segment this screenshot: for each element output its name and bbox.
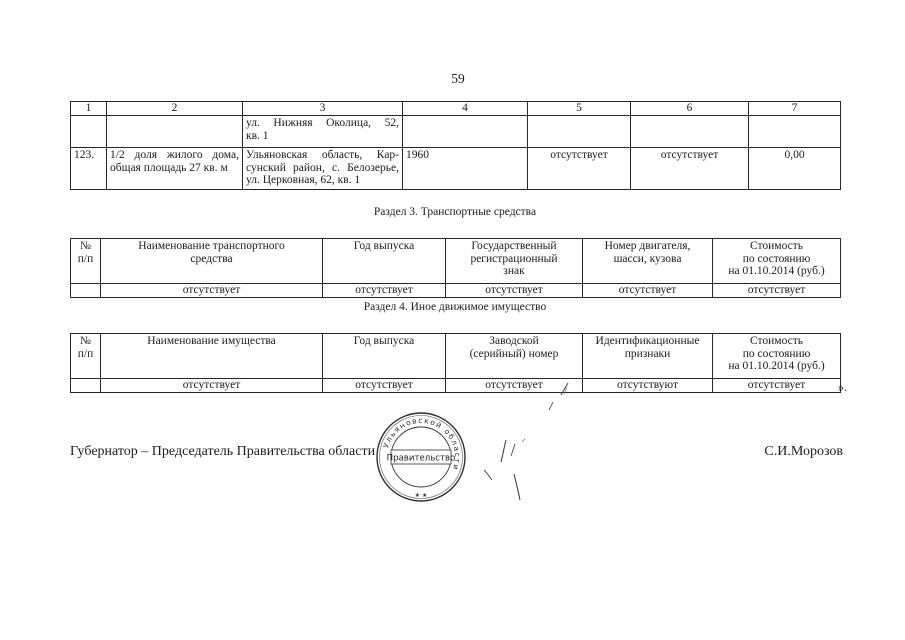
value-cell: 0,00	[749, 148, 841, 190]
vehicles-table	[70, 238, 841, 298]
header-line: п/п	[77, 252, 94, 265]
handwritten-signature	[470, 398, 560, 506]
object-line: общая площадь 27 кв. м	[110, 161, 228, 174]
header-line: признаки	[624, 347, 671, 360]
signatory-name: С.И.Морозов	[764, 444, 843, 459]
table-cell: отсутствует	[713, 284, 841, 298]
column-header: 7	[749, 102, 841, 116]
table-cell	[631, 116, 749, 148]
header-line: Номер двигателя,	[604, 240, 691, 252]
row-number-cell: 123.	[71, 148, 107, 190]
column-header-identification	[583, 334, 713, 379]
table-header-row	[71, 102, 841, 116]
column-header: 4	[403, 102, 528, 116]
table-cell: отсутствует	[323, 284, 446, 298]
object-cell	[107, 148, 243, 190]
address-line: сунский район, с. Белозерье,	[246, 161, 399, 174]
seal-center-text: Правительство	[386, 453, 456, 464]
column-header: 1	[71, 102, 107, 116]
table-header-row	[71, 239, 841, 284]
closing-quote-mark: ».	[838, 380, 847, 394]
column-header-vehicle-name	[101, 239, 323, 284]
header-line: Год выпуска	[353, 335, 415, 347]
header-line: регистрационный	[470, 252, 558, 265]
header-line: Наименование имущества	[147, 335, 276, 347]
column-header-serial	[446, 334, 583, 379]
table-cell: отсутствует	[713, 379, 841, 393]
column-header-engine	[583, 239, 713, 284]
year-cell: 1960	[403, 148, 528, 190]
other-property-table	[70, 333, 841, 393]
table-cell	[71, 116, 107, 148]
seal-star-icon: ★ ★	[414, 492, 428, 499]
table-row	[71, 116, 841, 148]
signatory-position: Губернатор – Председатель Правительства области	[70, 444, 376, 459]
table-cell: отсутствует	[528, 148, 631, 190]
table-cell	[528, 116, 631, 148]
header-line: №	[80, 240, 91, 252]
header-line: Наименование транспортного	[138, 240, 285, 252]
table-cell	[403, 116, 528, 148]
header-line: средства	[190, 252, 233, 265]
table-cell	[71, 379, 101, 393]
header-line: п/п	[77, 347, 94, 360]
header-line: знак	[503, 265, 525, 277]
address-line: ул. Церковная, 62, кв. 1	[246, 174, 361, 186]
table-cell: отсутствует	[583, 284, 713, 298]
header-line: №	[80, 335, 91, 347]
header-line: на 01.10.2014 (руб.)	[728, 265, 825, 277]
header-line: Стоимость	[750, 335, 803, 347]
address-line: Ульяновская область, Кар-	[246, 149, 399, 161]
table-cell	[71, 284, 101, 298]
page-number: 59	[451, 71, 465, 86]
address-cell	[243, 148, 403, 190]
column-header-cost	[713, 239, 841, 284]
table-cell: отсутствует	[101, 284, 323, 298]
header-line: Государственный	[471, 240, 557, 252]
header-line: на 01.10.2014 (руб.)	[728, 360, 825, 372]
column-header-registration	[446, 239, 583, 284]
table-cell: отсутствует	[323, 379, 446, 393]
section-4-title: Раздел 4. Иное движимое имущество	[363, 301, 547, 313]
column-header-year	[323, 334, 446, 379]
seal-ring-text: Ульяновской области	[381, 415, 463, 473]
header-line: Заводской	[489, 335, 539, 347]
official-seal	[375, 411, 467, 503]
header-line: Идентификационные	[595, 335, 700, 347]
table-row	[71, 148, 841, 190]
column-header-property-name	[101, 334, 323, 379]
column-header-cost	[713, 334, 841, 379]
section-3-title: Раздел 3. Транспортные средства	[373, 206, 537, 218]
column-header: 2	[107, 102, 243, 116]
column-header-number	[71, 334, 101, 379]
address-line: ул. Нижняя Околица, 52,	[246, 117, 399, 129]
table-row	[71, 379, 841, 393]
table-row	[71, 284, 841, 298]
table-cell: отсутствует	[446, 284, 583, 298]
table-cell: отсутствует	[101, 379, 323, 393]
column-header: 5	[528, 102, 631, 116]
handwritten-tick-mark	[558, 381, 572, 397]
header-line: по состоянию	[742, 347, 811, 360]
header-line: Год выпуска	[353, 240, 415, 252]
table-cell	[107, 116, 243, 148]
header-line: шасси, кузова	[613, 252, 682, 265]
object-line: 1/2 доля жилого дома,	[110, 149, 239, 161]
address-cell	[243, 116, 403, 148]
table-cell: отсутствует	[446, 379, 583, 393]
address-line: кв. 1	[246, 129, 269, 142]
header-line: (серийный) номер	[469, 347, 559, 360]
column-header-year	[323, 239, 446, 284]
header-line: по состоянию	[742, 252, 811, 265]
column-header: 3	[243, 102, 403, 116]
header-line: Стоимость	[750, 240, 803, 252]
column-header: 6	[631, 102, 749, 116]
column-header-number	[71, 239, 101, 284]
real-estate-table-continued	[70, 101, 841, 190]
table-header-row	[71, 334, 841, 379]
table-cell: отсутствует	[631, 148, 749, 190]
table-cell	[749, 116, 841, 148]
table-cell: отсутствуют	[583, 379, 713, 393]
